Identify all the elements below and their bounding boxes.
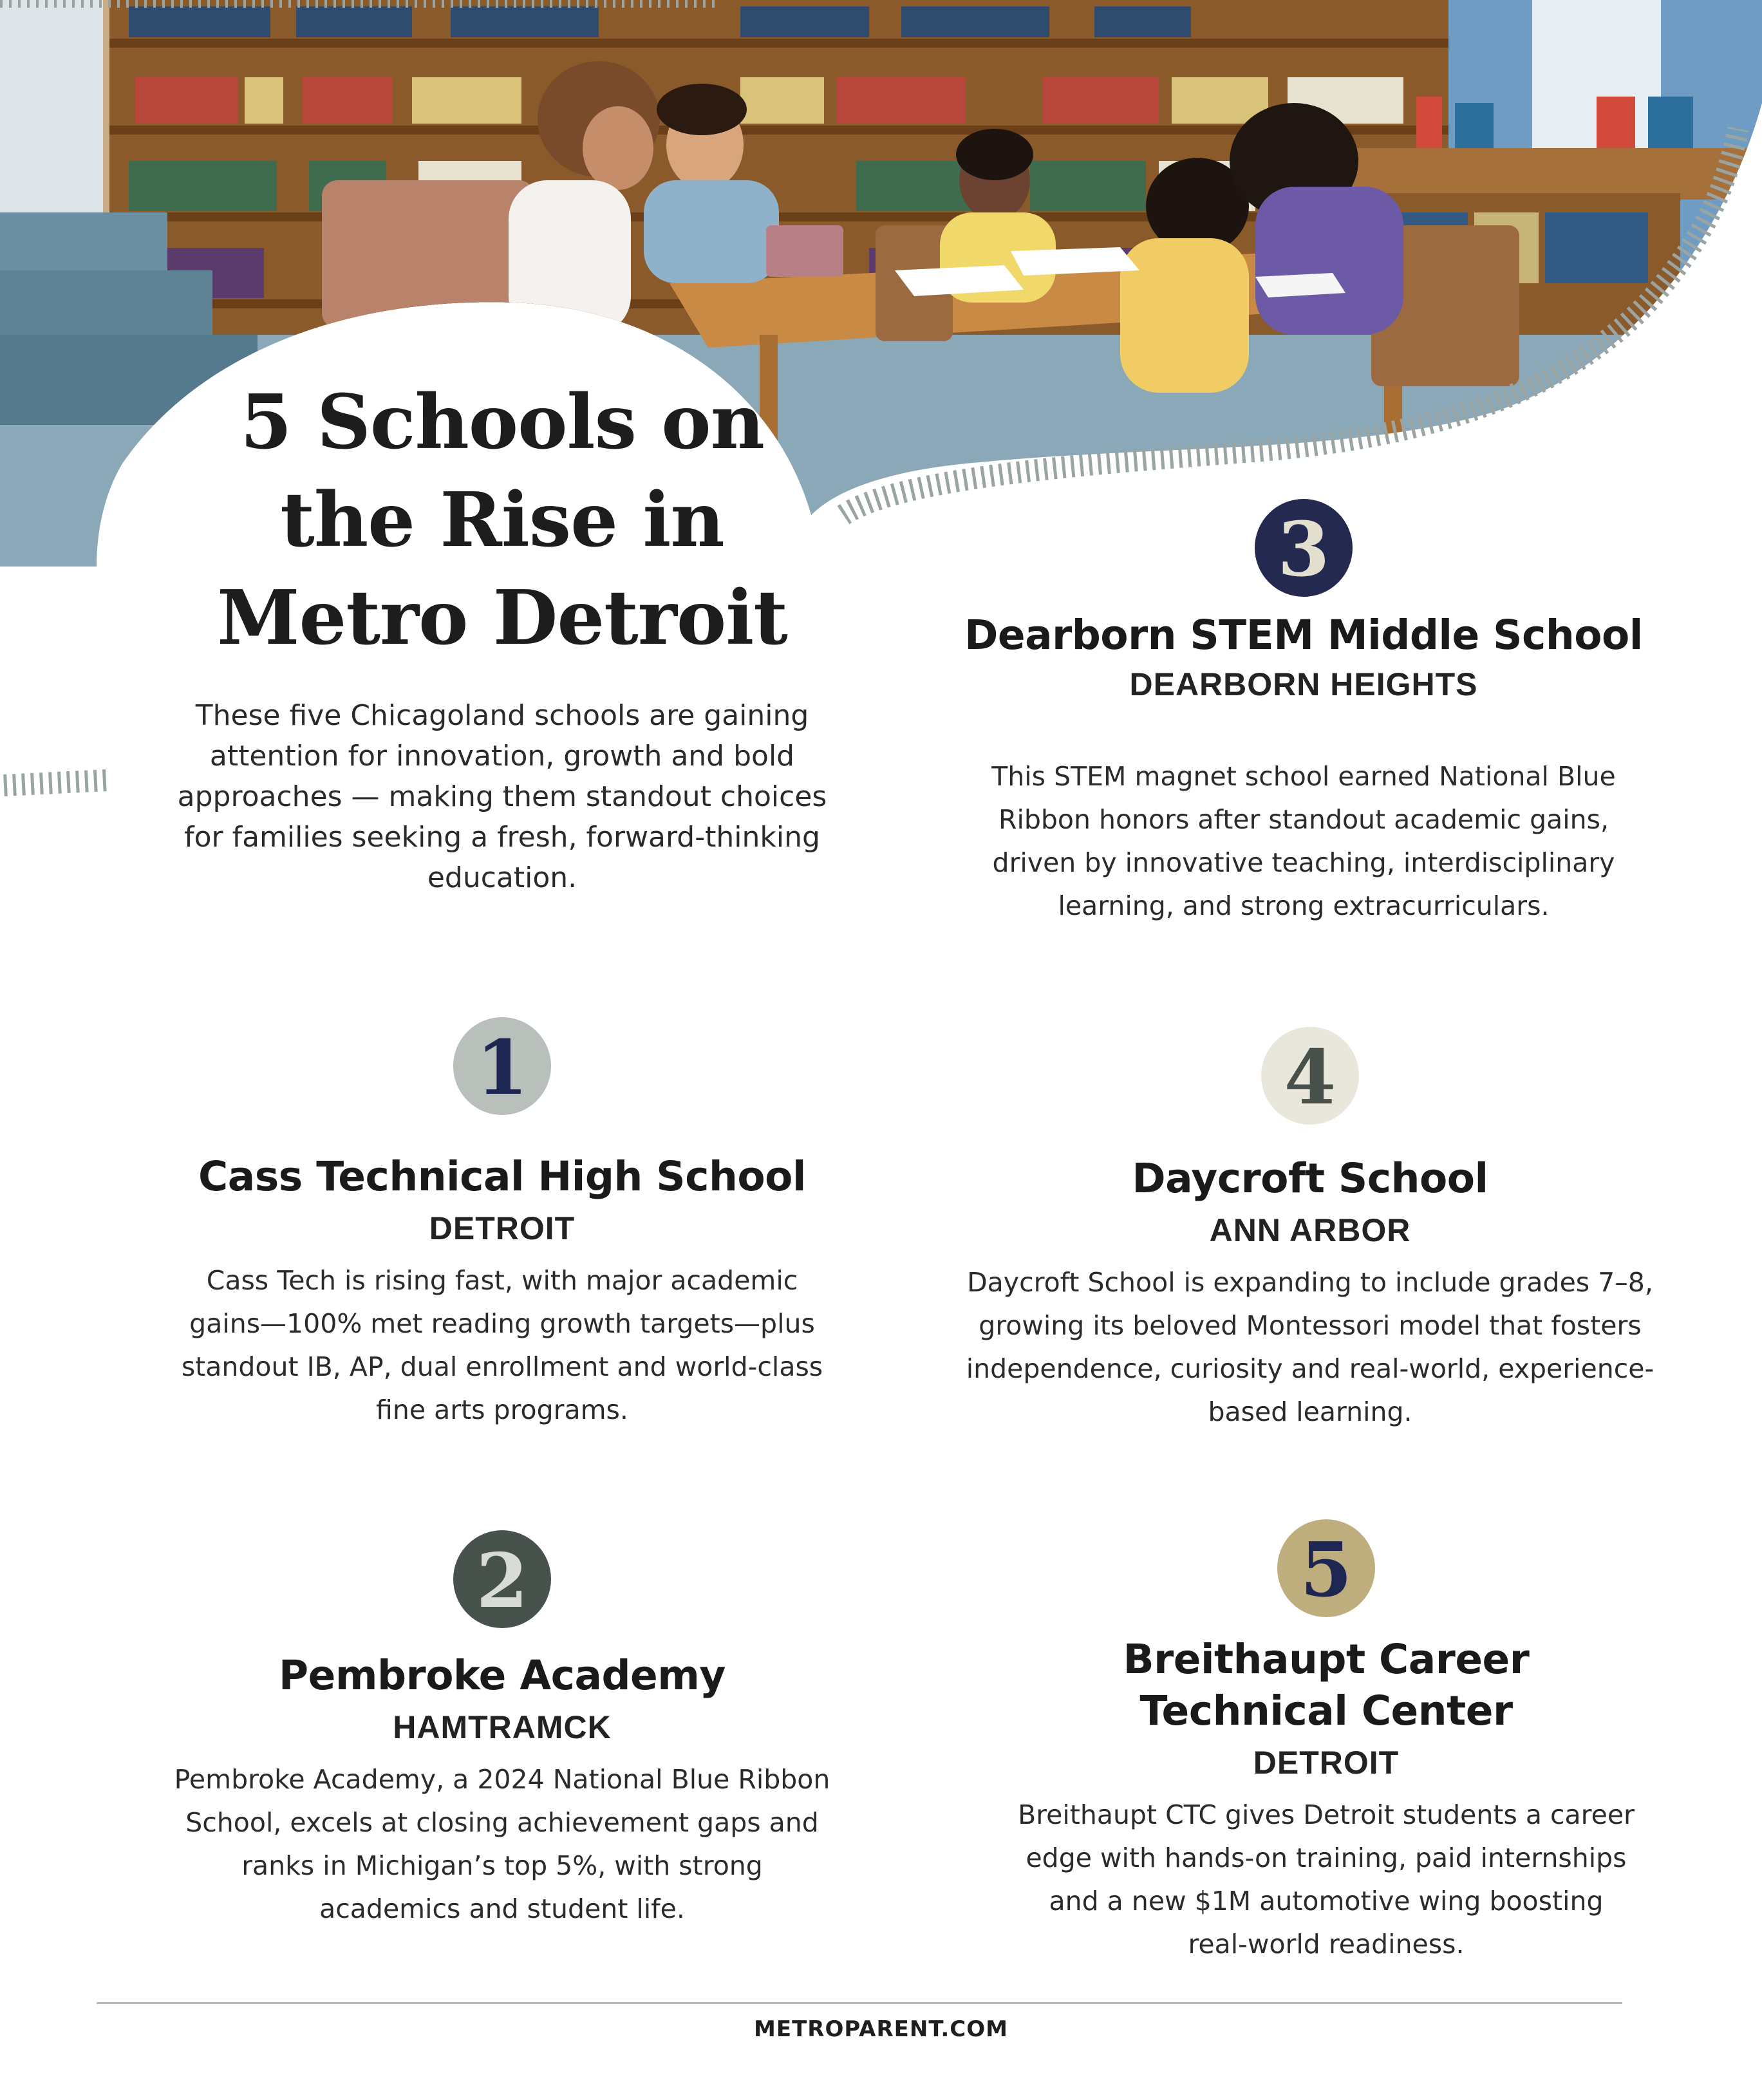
school-name: Breithaupt Career Technical Center xyxy=(1123,1636,1530,1734)
left-hatch-mark xyxy=(0,766,116,805)
school-city: DETROIT xyxy=(429,1210,576,1246)
footer-site: METROPARENT.COM xyxy=(754,2016,1008,2042)
school-name: Cass Technical High School xyxy=(198,1153,806,1200)
title-line-3: Metro Detroit xyxy=(217,574,787,662)
article-intro: These five Chicagoland schools are gaining attention for innovation, growth and bold approaches — making them standout choices for families seeking a fresh, forward-thinking education. xyxy=(177,699,827,894)
school-name: Dearborn STEM Middle School xyxy=(964,612,1643,659)
number-badge: 5 xyxy=(1277,1519,1375,1617)
school-description: Cass Tech is rising fast, with major academic gains—100% met reading growth targets—plus standout IB, AP, dual enrollment and world-class fine arts programs. xyxy=(181,1265,823,1425)
number-badge: 1 xyxy=(453,1017,551,1115)
footer-divider xyxy=(97,2002,1622,2004)
school-city: DETROIT xyxy=(1253,1745,1400,1781)
school-name: Pembroke Academy xyxy=(278,1652,726,1699)
title-line-1: 5 Schools on xyxy=(239,379,765,466)
school-city: DEARBORN HEIGHTS xyxy=(1129,666,1478,702)
school-entry-1 xyxy=(174,1017,830,1432)
school-entry-2 xyxy=(167,1530,837,1931)
school-description: Pembroke Academy, a 2024 National Blue Ribbon School, excels at closing achievement gaps and ranks in Michigan’s top 5%, with strong academics and student life. xyxy=(174,1764,830,1924)
number-badge: 3 xyxy=(1255,499,1353,597)
school-description: This STEM magnet school earned National Blue Ribbon honors after standout academic gains, driven by innovative teaching, interdisciplinary learning, and strong extracurriculars. xyxy=(991,761,1616,921)
school-description: Breithaupt CTC gives Detroit students a career edge with hands-on training, paid internships and a new $1M automotive wing boosting real-world readiness. xyxy=(1018,1799,1635,1960)
number-badge: 4 xyxy=(1261,1027,1359,1125)
school-name: Daycroft School xyxy=(1132,1155,1488,1202)
number-badge: 2 xyxy=(453,1530,551,1628)
article-title xyxy=(97,373,908,667)
school-city: ANN ARBOR xyxy=(1209,1212,1411,1248)
school-description: Daycroft School is expanding to include grades 7–8, growing its beloved Montessori model that fosters independence, curiosity and real-world, experience-based learning. xyxy=(966,1267,1654,1427)
title-line-2: the Rise in xyxy=(280,476,724,564)
school-entry-3 xyxy=(959,499,1648,928)
school-entry-5 xyxy=(1017,1519,1635,1966)
school-entry-4 xyxy=(966,1027,1654,1434)
school-city: HAMTRAMCK xyxy=(393,1709,612,1745)
